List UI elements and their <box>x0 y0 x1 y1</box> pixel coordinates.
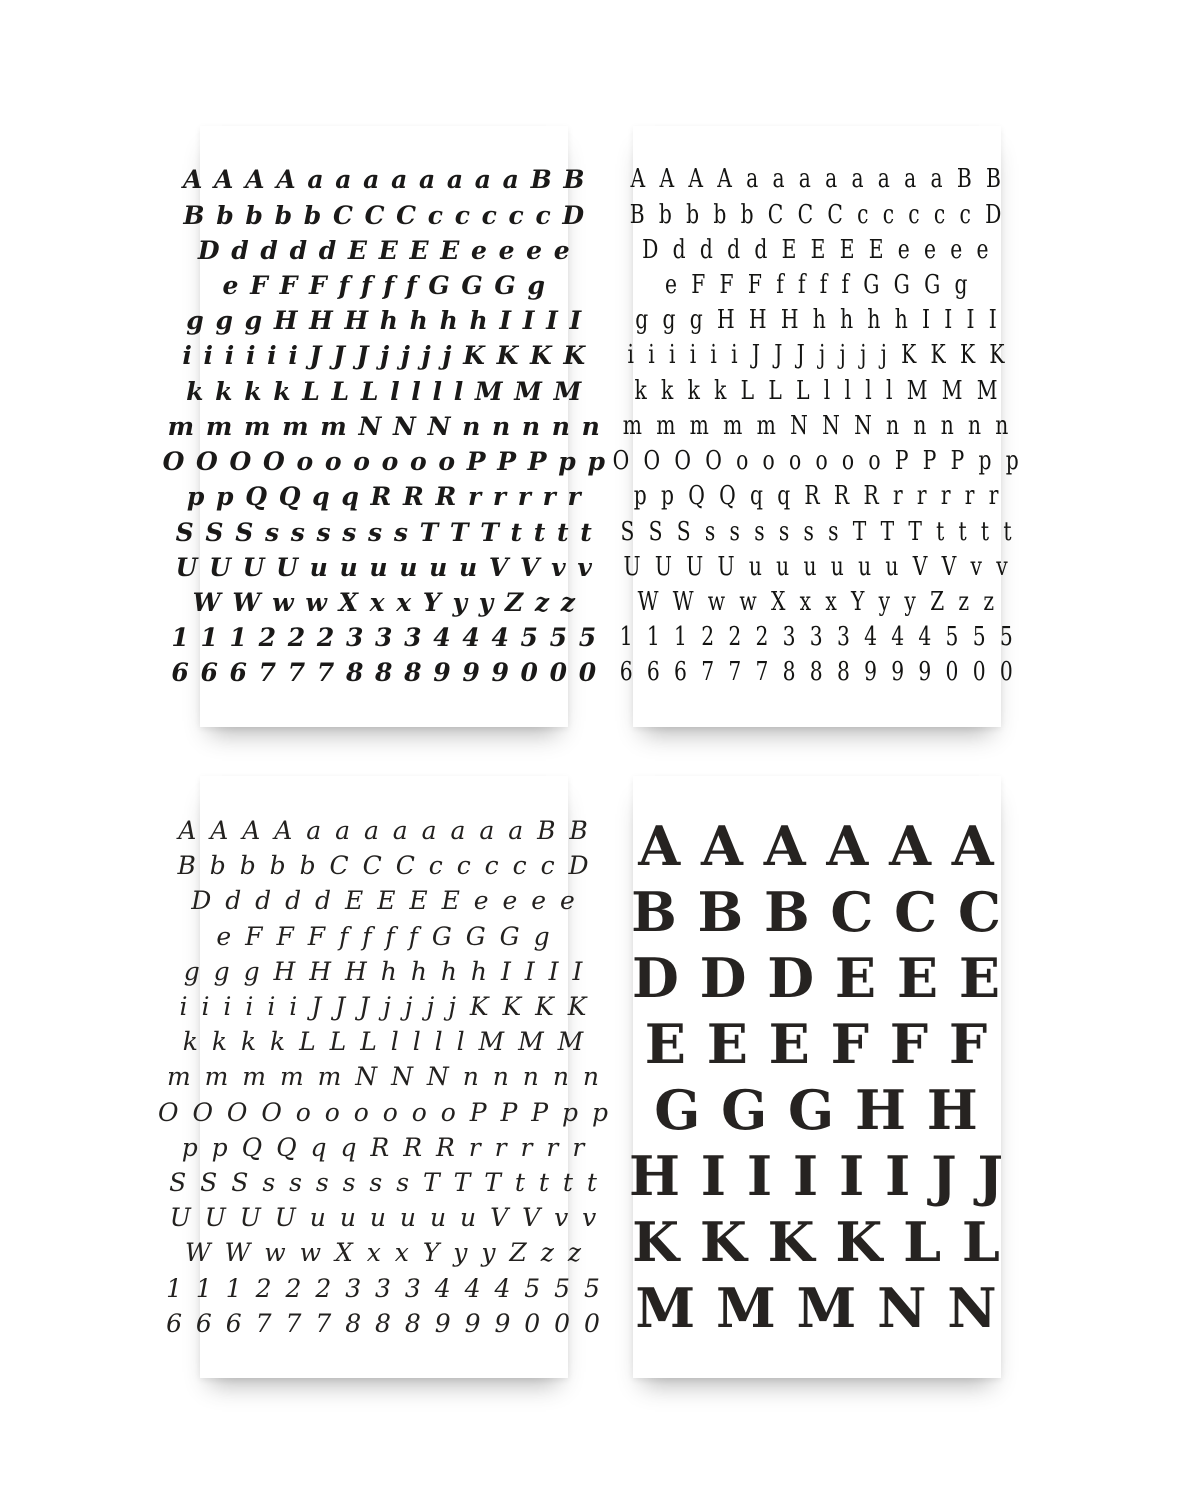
glyph-row: B b b b b C C C c c c c c D <box>177 851 591 881</box>
glyph-row: k k k k L L L l l l l M M M <box>186 376 582 406</box>
glyph-row: S S S s s s s s s T T T t t t t <box>620 516 1014 547</box>
sticker-sheet-bold-capitals <box>628 776 1006 1378</box>
glyph-row: g g g H H H h h h h I I I I <box>186 306 582 336</box>
glyph-row: p p Q Q q q R R R r r r r r <box>633 481 1001 512</box>
glyph-row: S S S s s s s s s T T T t t t t <box>175 517 593 547</box>
glyph-row: U U U U u u u u u u V V v v <box>169 1203 599 1233</box>
glyph-rows <box>162 162 606 690</box>
glyph-row: m m m m m N N N n n n n n <box>167 411 601 441</box>
glyph-row: G G G H H <box>654 1078 980 1142</box>
glyph-row: g g g H H H h h h h I I I I <box>635 305 999 336</box>
glyph-row: A A A A a a a a a a a a B B <box>178 815 590 845</box>
glyph-row: e F F F f f f f G G G g <box>222 271 546 301</box>
sticker-sheet-italic-slab <box>162 126 606 727</box>
sticker-sheet-script <box>158 776 611 1378</box>
glyph-row: 1 1 1 2 2 2 3 3 3 4 4 4 5 5 5 <box>619 622 1015 653</box>
glyph-row: 6 6 6 7 7 7 8 8 8 9 9 9 0 0 0 <box>166 1308 602 1338</box>
glyph-row: p p Q Q q q R R R r r r r r <box>186 482 582 512</box>
glyph-row: B b b b b C C C c c c c c D <box>630 199 1004 230</box>
glyph-row: p p Q Q q q R R R r r r r r <box>181 1132 587 1162</box>
glyph-rows <box>612 162 1022 690</box>
glyph-row: E E E F F F <box>644 1012 990 1076</box>
glyph-row: S S S s s s s s s T T T t t t t <box>169 1168 599 1197</box>
glyph-row: D d d d d E E E E e e e e <box>197 235 571 265</box>
glyph-row: 6 6 6 7 7 7 8 8 8 9 9 9 0 0 0 <box>619 657 1015 688</box>
glyph-row: K K K K L L <box>632 1210 1002 1274</box>
glyph-row: i i i i i i J J J j j j j K K K K <box>182 341 586 371</box>
glyph-row: D d d d d E E E E e e e e <box>191 886 577 916</box>
glyph-row: i i i i i i J J J j j j j K K K K <box>179 991 589 1021</box>
glyph-row: g g g H H H h h h h I I I I <box>183 956 585 986</box>
glyph-rows <box>628 813 1006 1341</box>
glyph-row: e F F F f f f f G G G g <box>664 270 970 301</box>
glyph-row: 6 6 6 7 7 7 8 8 8 9 9 9 0 0 0 <box>171 658 597 688</box>
glyph-row: e F F F f f f f G G G g <box>216 921 552 951</box>
glyph-row: A A A A A A <box>638 814 996 878</box>
glyph-row: H I I I I I J J <box>628 1144 1006 1208</box>
glyph-row: O O O O o o o o o o P P P p p <box>612 446 1022 477</box>
glyph-row: O O O O o o o o o o P P P p p <box>162 447 606 477</box>
glyph-rows <box>158 813 611 1341</box>
glyph-row: A A A A a a a a a a a a B B <box>182 165 586 195</box>
glyph-row: W W w w X x x Y y y Z z z <box>185 1238 584 1268</box>
glyph-row: A A A A a a a a a a a a B B <box>630 164 1004 195</box>
glyph-row: m m m m m N N N n n n n n <box>622 410 1012 441</box>
glyph-row: D D D E E E <box>632 946 1002 1010</box>
sticker-sheet-condensed-serif <box>612 126 1022 727</box>
glyph-row: O O O O o o o o o o P P P p p <box>158 1097 611 1127</box>
glyph-row: B B B C C C <box>631 880 1003 944</box>
glyph-row: U U U U u u u u u u V V v v <box>175 552 593 582</box>
glyph-row: D d d d d E E E E e e e e <box>642 234 992 265</box>
glyph-row: 1 1 1 2 2 2 3 3 3 4 4 4 5 5 5 <box>166 1273 602 1303</box>
glyph-row: W W w w X x x Y y y Z z z <box>192 587 576 617</box>
glyph-row: k k k k L L L l l l l M M M <box>634 375 1000 406</box>
glyph-row: 1 1 1 2 2 2 3 3 3 4 4 4 5 5 5 <box>171 623 597 653</box>
glyph-row: M M M N N <box>635 1276 999 1340</box>
glyph-row: k k k k L L L l l l l M M M <box>182 1027 586 1057</box>
glyph-row: W W w w X x x Y y y Z z z <box>637 586 997 617</box>
glyph-row: i i i i i i J J J j j j j K K K K <box>627 340 1007 371</box>
glyph-row: U U U U u u u u u u V V v v <box>623 551 1011 582</box>
glyph-row: B b b b b C C C c c c c c D <box>183 200 585 230</box>
glyph-row: m m m m m N N N n n n n n <box>166 1062 602 1092</box>
